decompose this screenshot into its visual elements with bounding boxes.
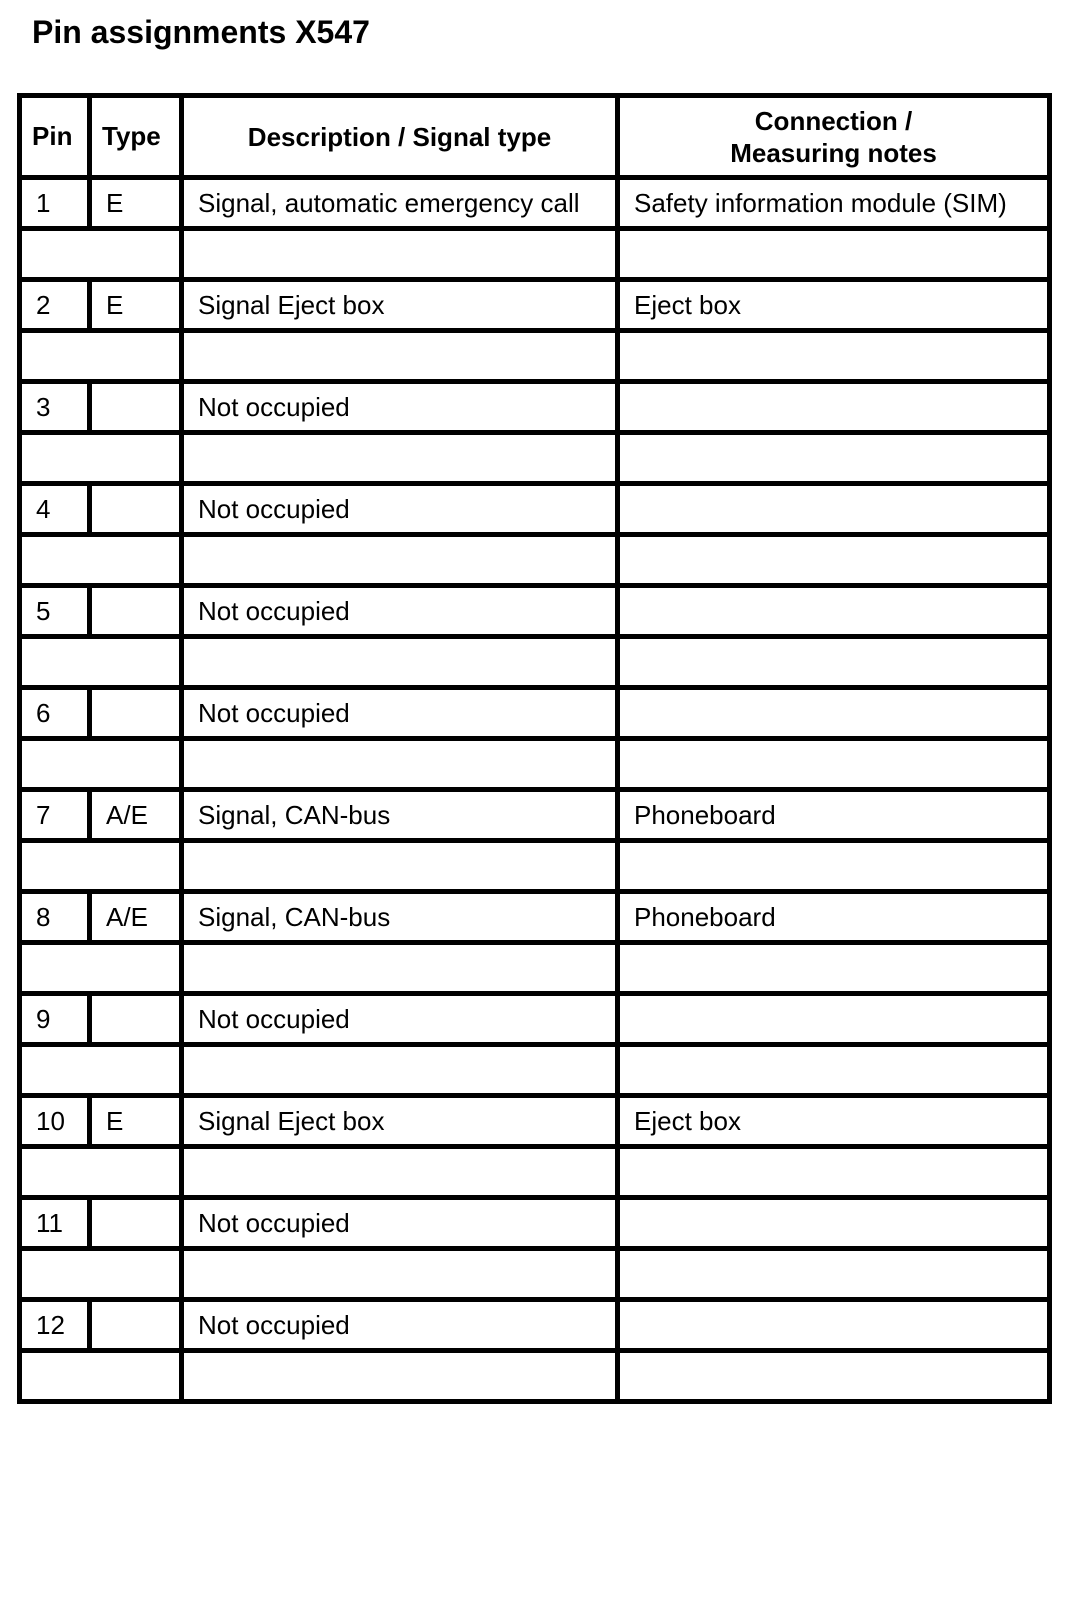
connection-cell xyxy=(618,688,1050,739)
description-cell: Not occupied xyxy=(182,382,618,433)
connection-cell xyxy=(618,586,1050,637)
table-body xyxy=(20,178,1050,1402)
spacer-cell xyxy=(618,739,1050,790)
spacer-cell xyxy=(20,535,182,586)
connection-cell xyxy=(618,1300,1050,1351)
description-cell: Not occupied xyxy=(182,994,618,1045)
header-type: Type xyxy=(90,96,182,178)
table-row xyxy=(20,688,1050,739)
pin-cell: 9 xyxy=(20,994,90,1045)
spacer-cell xyxy=(182,229,618,280)
pin-cell: 3 xyxy=(20,382,90,433)
spacer-cell xyxy=(20,1147,182,1198)
pin-cell: 7 xyxy=(20,790,90,841)
connection-cell: Eject box xyxy=(618,280,1050,331)
table-row xyxy=(20,484,1050,535)
connection-cell: Eject box xyxy=(618,1096,1050,1147)
spacer-row xyxy=(20,739,1050,790)
spacer-row xyxy=(20,535,1050,586)
type-cell: E xyxy=(90,1096,182,1147)
table-row xyxy=(20,1198,1050,1249)
header-pin: Pin xyxy=(20,96,90,178)
pin-cell: 12 xyxy=(20,1300,90,1351)
description-cell: Signal, automatic emergency call xyxy=(182,178,618,229)
spacer-cell xyxy=(20,433,182,484)
pin-cell: 10 xyxy=(20,1096,90,1147)
spacer-cell xyxy=(20,229,182,280)
spacer-cell xyxy=(618,1249,1050,1300)
spacer-row xyxy=(20,1351,1050,1402)
spacer-row xyxy=(20,433,1050,484)
type-cell xyxy=(90,994,182,1045)
spacer-row xyxy=(20,1045,1050,1096)
header-connection xyxy=(618,96,1050,178)
table-row xyxy=(20,790,1050,841)
header-connection-line1: Connection / xyxy=(754,105,913,136)
spacer-row xyxy=(20,841,1050,892)
spacer-cell xyxy=(182,637,618,688)
spacer-cell xyxy=(618,229,1050,280)
description-cell: Signal, CAN-bus xyxy=(182,892,618,943)
type-cell xyxy=(90,586,182,637)
spacer-cell xyxy=(20,331,182,382)
type-cell: E xyxy=(90,178,182,229)
spacer-cell xyxy=(618,535,1050,586)
pin-cell: 2 xyxy=(20,280,90,331)
spacer-cell xyxy=(20,1045,182,1096)
spacer-cell xyxy=(182,331,618,382)
spacer-cell xyxy=(618,943,1050,994)
description-cell: Not occupied xyxy=(182,688,618,739)
pin-cell: 4 xyxy=(20,484,90,535)
type-cell: E xyxy=(90,280,182,331)
table-row xyxy=(20,178,1050,229)
pin-cell: 1 xyxy=(20,178,90,229)
description-cell: Signal, CAN-bus xyxy=(182,790,618,841)
spacer-row xyxy=(20,229,1050,280)
pin-cell: 8 xyxy=(20,892,90,943)
spacer-cell xyxy=(182,841,618,892)
spacer-cell xyxy=(20,1351,182,1402)
connection-cell: Phoneboard xyxy=(618,892,1050,943)
table-row xyxy=(20,586,1050,637)
connection-cell: Phoneboard xyxy=(618,790,1050,841)
connection-cell xyxy=(618,1198,1050,1249)
table-row xyxy=(20,994,1050,1045)
spacer-cell xyxy=(20,1249,182,1300)
connection-cell xyxy=(618,994,1050,1045)
description-cell: Not occupied xyxy=(182,586,618,637)
spacer-cell xyxy=(182,1249,618,1300)
description-cell: Signal Eject box xyxy=(182,1096,618,1147)
spacer-cell xyxy=(618,637,1050,688)
header-row xyxy=(20,96,1050,178)
spacer-cell xyxy=(182,1147,618,1198)
spacer-cell xyxy=(618,331,1050,382)
table-row xyxy=(20,892,1050,943)
description-cell: Not occupied xyxy=(182,1198,618,1249)
spacer-row xyxy=(20,943,1050,994)
header-description: Description / Signal type xyxy=(182,96,618,178)
spacer-row xyxy=(20,331,1050,382)
spacer-cell xyxy=(618,433,1050,484)
description-cell: Signal Eject box xyxy=(182,280,618,331)
type-cell xyxy=(90,484,182,535)
pin-cell: 6 xyxy=(20,688,90,739)
spacer-cell xyxy=(182,1045,618,1096)
table-row xyxy=(20,280,1050,331)
spacer-row xyxy=(20,1147,1050,1198)
page-title: Pin assignments X547 xyxy=(32,14,370,50)
spacer-cell xyxy=(618,1045,1050,1096)
type-cell xyxy=(90,382,182,433)
spacer-cell xyxy=(618,841,1050,892)
spacer-cell xyxy=(182,535,618,586)
table-row xyxy=(20,382,1050,433)
header-connection-line2: Measuring notes xyxy=(730,137,937,168)
spacer-cell xyxy=(182,1351,618,1402)
connection-cell: Safety information module (SIM) xyxy=(618,178,1050,229)
table-row xyxy=(20,1300,1050,1351)
connection-cell xyxy=(618,382,1050,433)
spacer-row xyxy=(20,1249,1050,1300)
spacer-cell xyxy=(20,841,182,892)
type-cell xyxy=(90,1300,182,1351)
spacer-cell xyxy=(182,433,618,484)
spacer-cell xyxy=(20,739,182,790)
type-cell xyxy=(90,1198,182,1249)
spacer-cell xyxy=(618,1147,1050,1198)
description-cell: Not occupied xyxy=(182,1300,618,1351)
type-cell: A/E xyxy=(90,892,182,943)
spacer-row xyxy=(20,637,1050,688)
spacer-cell xyxy=(20,943,182,994)
spacer-cell xyxy=(182,739,618,790)
table-row xyxy=(20,1096,1050,1147)
type-cell: A/E xyxy=(90,790,182,841)
type-cell xyxy=(90,688,182,739)
spacer-cell xyxy=(20,637,182,688)
spacer-cell xyxy=(618,1351,1050,1402)
description-cell: Not occupied xyxy=(182,484,618,535)
spacer-cell xyxy=(182,943,618,994)
pin-cell: 11 xyxy=(20,1198,90,1249)
pin-assignment-table xyxy=(17,93,1052,1404)
pin-cell: 5 xyxy=(20,586,90,637)
connection-cell xyxy=(618,484,1050,535)
